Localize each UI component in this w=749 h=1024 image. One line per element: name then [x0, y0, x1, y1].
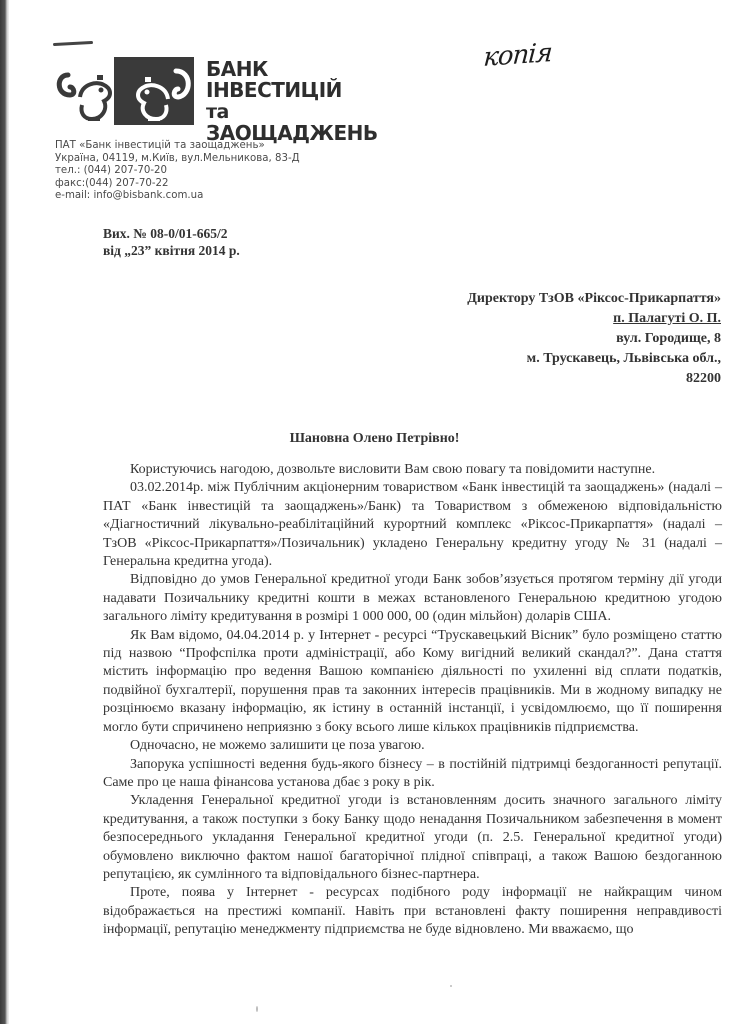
- addressee-street: вул. Городище, 8: [616, 331, 721, 346]
- addressee-postcode: 82200: [686, 371, 721, 386]
- bank-address: Україна, 04119, м.Київ, вул.Мельникова, 83-Д: [55, 152, 300, 164]
- paragraph: Одночасно, не можемо залишити це поза увагою.: [130, 738, 425, 754]
- logo-line-3-prefix: та: [206, 101, 229, 123]
- bank-fax: факс:(044) 207-70-22: [55, 177, 169, 189]
- paragraph: Як Вам відомо, 04.04.2014 р. у Інтернет - ресурсі “Трускавецький Вісник” було розміщено статтю під назвою “Профспілка проти адміністрації, або Кому вигідний великий скандал?”. Дана стаття містить інформацію про ведення Вашою компанією діяльності по ухиленні від сплати податків, подвійної бухгалтерії, порушення прав та законних інтересів працівників. Ми в жодному випадку не розцінюємо вказану інформацію, як істину в останній інстанції, і усвідомлюємо, що її поширення могло бути спричинено неприязню з боку всього лише кількох працівників підприємства.: [103, 627, 722, 735]
- outgoing-reference: [103, 225, 240, 259]
- bank-phone: тел.: (044) 207-70-20: [55, 165, 167, 177]
- logo-line-2: ІНВЕСТИЦІЙ: [206, 78, 342, 102]
- addressee-block: [467, 289, 721, 389]
- paragraph: Відповідно до умов Генеральної кредитної угоди Банк зобов’язується протягом терміну дії угоди надавати Позичальнику кредитні кошти в межах встановленого Генеральною кредитною угодою загального ліміту кредитування в розмірі 1 000 000, 00 (один мільйон) доларів США.: [103, 572, 722, 625]
- scan-speck: [256, 1006, 258, 1012]
- bank-email: e-mail: info@bisbank.com.ua: [55, 190, 204, 202]
- addressee-city: м. Трускавець, Львівська обл.,: [526, 351, 721, 366]
- paragraph: Укладення Генеральної кредитної угоди із встановленням досить значного загального ліміту кредитування, а також поступки з боку Банку щодо ненадання Позичальником забезпечення в момент безпосереднього укладання Генеральної кредитної угоди (п. 2.5. Генеральної кредитної угоди) обумовлено виключно фактом нашої багаторічної плідної співпраці, а також Вашою бездоганною репутацією, як сумлінного та відповідального бізнес-партнера.: [103, 793, 722, 882]
- paragraph: Запорука успішності ведення будь-якого бізнесу – в постійній підтримці бездоганності репутації. Саме про це наша фінансова установа дбає з року в рік.: [103, 756, 722, 790]
- bank-logo-text: [206, 59, 394, 144]
- bank-company-name: ПАТ «Банк інвестицій та заощаджень»: [55, 140, 265, 151]
- logo-line-3: [206, 101, 394, 144]
- outgoing-number: Вих. № 08-0/01-665/2: [103, 226, 228, 241]
- letter-body: [103, 461, 722, 940]
- pen-dash-mark: [53, 41, 93, 46]
- addressee-position: Директору ТзОВ «Ріксос-Прикарпаття»: [467, 291, 721, 306]
- bank-contact-block: [55, 140, 300, 203]
- handwritten-copy-note: копія: [482, 37, 553, 73]
- scan-speck: [450, 985, 452, 987]
- logo-line-3-main: ЗАОЩАДЖЕНЬ: [206, 121, 378, 145]
- logo-line-1: БАНК: [206, 57, 268, 81]
- salutation: Шановна Олено Петрівно!: [289, 431, 460, 446]
- paragraph: Проте, поява у Інтернет - ресурсах подібного роду інформації не найкращим чином відображається на престижі компанії. Навіть при встановлені факту поширення неправдивості інформації, репутацію менеджменту підприємства не буде відновлено. Ми вважаємо, що: [103, 885, 722, 938]
- outgoing-date: від „23” квітня 2014 р.: [103, 243, 240, 258]
- bank-logo: [54, 57, 394, 145]
- scan-left-edge: [0, 0, 9, 1024]
- squirrels-logo-icon: [54, 57, 194, 125]
- addressee-name: п. Палагуті О. П.: [613, 311, 721, 326]
- paragraph: 03.02.2014р. між Публічним акціонерним товариством «Банк інвестицій та заощаджень» (надалі – ПАТ «Банк інвестицій та заощаджень»/Банк) та Товариством з обмеженою відповідальністю «Діагностичний лікувально-реабілітаційний курортний комплекс «Ріксос-Прикарпаття» (надалі – ТзОВ «Ріксос-Прикарпаття»/Позичальник) укладено Генеральну кредитну угоду № 31 (надалі – Генеральна кредитна угода).: [103, 480, 722, 570]
- paragraph: Користуючись нагодою, дозвольте висловити Вам свою повагу та повідомити наступне.: [130, 462, 656, 477]
